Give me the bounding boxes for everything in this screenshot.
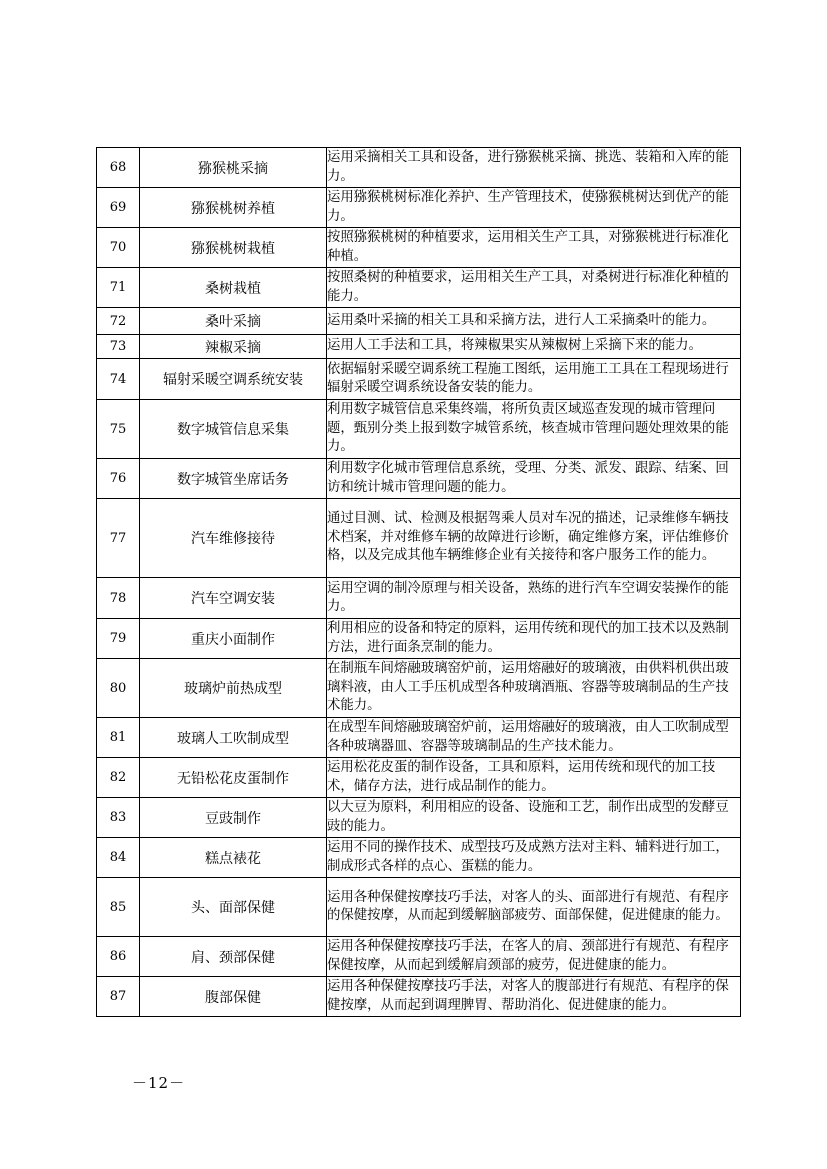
skill-description: 运用桑叶采摘的相关工具和采摘方法，进行人工采摘桑叶的能力。 (327, 308, 741, 335)
skill-name: 玻璃人工吹制成型 (140, 718, 327, 758)
row-number: 82 (97, 758, 140, 798)
skill-description: 运用松花皮蛋的制作设备，工具和原料，运用传统和现代的加工技术，储存方法，进行成品制作的能力。 (327, 758, 741, 798)
table-row (97, 335, 741, 359)
skill-name: 猕猴桃采摘 (140, 148, 327, 188)
table-row (97, 228, 741, 268)
table-row (97, 359, 741, 400)
table-row (97, 578, 741, 619)
skill-description: 利用数字城管信息采集终端，将所负责区域巡查发现的城市管理问题，甄别分类上报到数字城管系统，核查城市管理问题处理效果的能力。 (327, 400, 741, 459)
table-body (97, 148, 741, 1017)
table-row (97, 148, 741, 188)
table-row (97, 718, 741, 758)
row-number: 68 (97, 148, 140, 188)
row-number: 84 (97, 838, 140, 878)
skill-description: 以大豆为原料，利用相应的设备、设施和工艺，制作出成型的发酵豆豉的能力。 (327, 798, 741, 838)
competency-table (96, 147, 741, 1017)
skill-name: 汽车空调安装 (140, 578, 327, 619)
row-number: 79 (97, 619, 140, 659)
skill-description: 运用各种保健按摩技巧手法，对客人的头、面部进行有规范、有程序的保健按摩，从而起到缓解脑部疲劳、面部保健，促进健康的能力。 (327, 878, 741, 937)
skill-name: 数字城管坐席话务 (140, 459, 327, 499)
row-number: 81 (97, 718, 140, 758)
table-row (97, 758, 741, 798)
skill-description: 运用各种保健按摩技巧手法，在客人的肩、颈部进行有规范、有程序保健按摩，从而起到缓解肩颈部的疲劳，促进健康的能力。 (327, 937, 741, 977)
skill-name: 数字城管信息采集 (140, 400, 327, 459)
skill-description: 运用人工手法和工具，将辣椒果实从辣椒树上采摘下来的能力。 (327, 335, 741, 359)
skill-name: 重庆小面制作 (140, 619, 327, 659)
skill-name: 辐射采暖空调系统安装 (140, 359, 327, 400)
skill-description: 利用数字化城市管理信息系统，受理、分类、派发、跟踪、结案、回访和统计城市管理问题的能力。 (327, 459, 741, 499)
skill-name: 肩、颈部保健 (140, 937, 327, 977)
table-row (97, 619, 741, 659)
skill-description: 依据辐射采暖空调系统工程施工图纸，运用施工工具在工程现场进行辐射采暖空调系统设备安装的能力。 (327, 359, 741, 400)
row-number: 75 (97, 400, 140, 459)
row-number: 77 (97, 499, 140, 578)
skill-description: 通过目测、试、检测及根据驾乘人员对车况的描述，记录维修车辆技术档案，并对维修车辆的故障进行诊断，确定维修方案，评估维修价格，以及完成其他车辆维修企业有关接待和客户服务工作的能力。 (327, 499, 741, 578)
skill-name: 糕点裱花 (140, 838, 327, 878)
skill-name: 猕猴桃树栽植 (140, 228, 327, 268)
skill-name: 玻璃炉前热成型 (140, 659, 327, 718)
row-number: 70 (97, 228, 140, 268)
table-row (97, 400, 741, 459)
table-row (97, 459, 741, 499)
skill-description: 按照桑树的种植要求，运用相关生产工具，对桑树进行标准化种植的能力。 (327, 268, 741, 308)
row-number: 83 (97, 798, 140, 838)
skill-description: 运用空调的制冷原理与相关设备，熟练的进行汽车空调安装操作的能力。 (327, 578, 741, 619)
skill-name: 桑树栽植 (140, 268, 327, 308)
table-row (97, 188, 741, 228)
skill-name: 头、面部保健 (140, 878, 327, 937)
skill-description: 运用不同的操作技术、成型技巧及成熟方法对主料、辅料进行加工，制成形式各样的点心、蛋糕的能力。 (327, 838, 741, 878)
row-number: 72 (97, 308, 140, 335)
skill-description: 利用相应的设备和特定的原料，运用传统和现代的加工技术以及熟制方法，进行面条烹制的能力。 (327, 619, 741, 659)
skill-name: 猕猴桃树养植 (140, 188, 327, 228)
skill-description: 在成型车间熔融玻璃窑炉前，运用熔融好的玻璃液，由人工吹制成型各种玻璃器皿、容器等玻璃制品的生产技术能力。 (327, 718, 741, 758)
table-row (97, 499, 741, 578)
row-number: 69 (97, 188, 140, 228)
skill-description: 在制瓶车间熔融玻璃窑炉前，运用熔融好的玻璃液，由供料机供出玻璃料液，由人工手压机成型各种玻璃酒瓶、容器等玻璃制品的生产技术能力。 (327, 659, 741, 718)
table-row (97, 937, 741, 977)
row-number: 74 (97, 359, 140, 400)
page-number: －12－ (132, 1074, 186, 1092)
skill-name: 桑叶采摘 (140, 308, 327, 335)
table-row (97, 659, 741, 718)
skill-name: 豆豉制作 (140, 798, 327, 838)
row-number: 78 (97, 578, 140, 619)
table-row (97, 878, 741, 937)
row-number: 76 (97, 459, 140, 499)
row-number: 73 (97, 335, 140, 359)
row-number: 87 (97, 977, 140, 1017)
row-number: 80 (97, 659, 140, 718)
skill-description: 按照猕猴桃树的种植要求，运用相关生产工具，对猕猴桃进行标准化种植。 (327, 228, 741, 268)
skill-description: 运用采摘相关工具和设备，进行猕猴桃采摘、挑选、装箱和入库的能力。 (327, 148, 741, 188)
table-row (97, 838, 741, 878)
skill-description: 运用猕猴桃树标准化养护、生产管理技术，使猕猴桃树达到优产的能力。 (327, 188, 741, 228)
row-number: 85 (97, 878, 140, 937)
table-row (97, 798, 741, 838)
table-row (97, 977, 741, 1017)
skill-name: 汽车维修接待 (140, 499, 327, 578)
skill-name: 辣椒采摘 (140, 335, 327, 359)
row-number: 71 (97, 268, 140, 308)
table-row (97, 308, 741, 335)
row-number: 86 (97, 937, 140, 977)
skill-name: 腹部保健 (140, 977, 327, 1017)
skill-name: 无铅松花皮蛋制作 (140, 758, 327, 798)
skill-description: 运用各种保健按摩技巧手法，对客人的腹部进行有规范、有程序的保健按摩，从而起到调理脾胃、帮助消化、促进健康的能力。 (327, 977, 741, 1017)
table-row (97, 268, 741, 308)
